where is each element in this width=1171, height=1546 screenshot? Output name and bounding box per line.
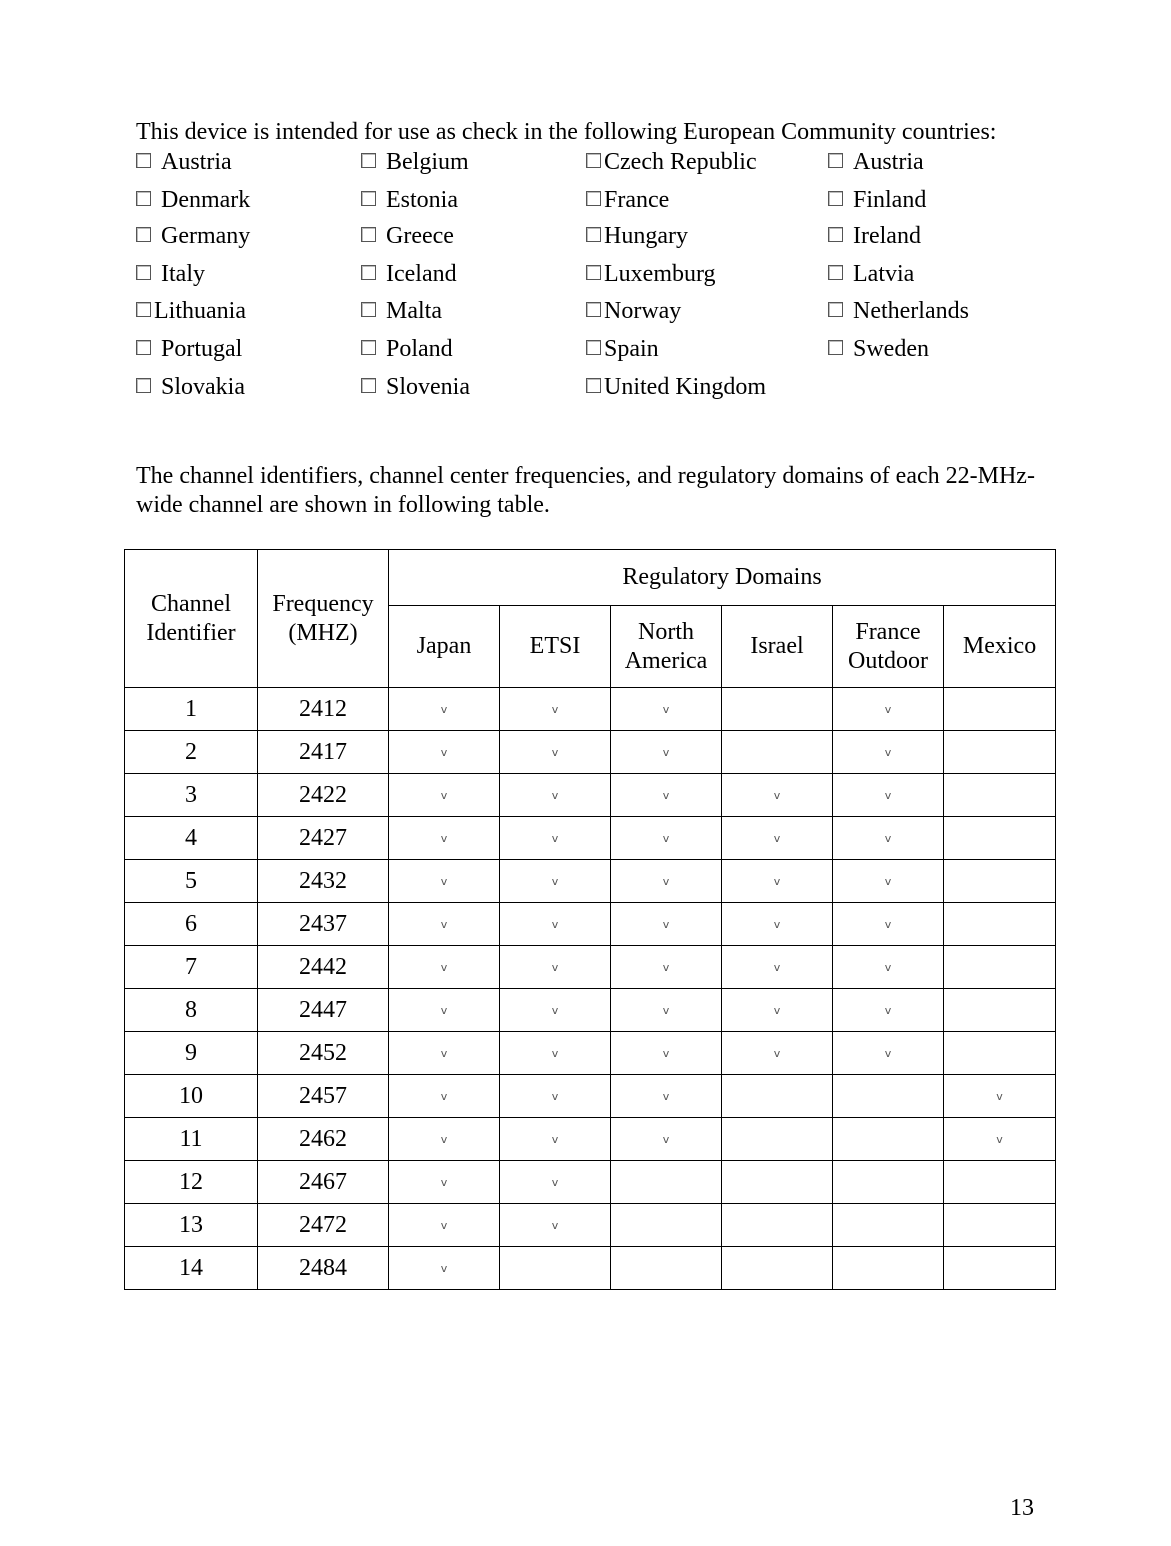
page-number: 13 (1010, 1495, 1034, 1521)
regulatory-domain-table (124, 549, 1056, 1290)
check-mark-icon: v (722, 903, 833, 946)
empty-cell (722, 1161, 833, 1204)
country-label: Italy (161, 261, 205, 287)
checkbox-icon[interactable] (136, 302, 151, 317)
table-row (125, 1118, 1056, 1161)
check-mark-icon: v (500, 989, 611, 1032)
country-label: Finland (853, 187, 927, 213)
channel-cell: 11 (125, 1118, 258, 1161)
check-mark-icon: v (833, 860, 944, 903)
country-label: Denmark (161, 187, 251, 213)
country-label: Greece (386, 223, 454, 249)
empty-cell (944, 1032, 1056, 1075)
table-row (125, 688, 1056, 731)
check-mark-icon: v (611, 903, 722, 946)
country-checkbox-item[interactable] (136, 148, 232, 176)
table-description: The channel identifiers, channel center frequencies, and regulatory domains of each 22-MHz-wide channel are shown in following table. (136, 463, 1035, 518)
frequency-cell: 2417 (258, 731, 389, 774)
empty-cell (944, 731, 1056, 774)
checkbox-icon[interactable] (361, 265, 376, 280)
empty-cell (611, 1247, 722, 1290)
empty-cell (500, 1247, 611, 1290)
frequency-cell: 2447 (258, 989, 389, 1032)
checkbox-icon[interactable] (828, 227, 843, 242)
country-checkbox-item[interactable] (361, 222, 454, 250)
empty-cell (944, 1247, 1056, 1290)
check-mark-icon: v (389, 774, 500, 817)
channel-cell: 12 (125, 1161, 258, 1204)
country-label: Slovenia (386, 374, 470, 400)
country-label: France (604, 187, 670, 213)
country-label: Malta (386, 298, 442, 324)
check-mark-icon: v (389, 688, 500, 731)
checkbox-icon[interactable] (828, 265, 843, 280)
channel-cell: 9 (125, 1032, 258, 1075)
check-mark-icon: v (500, 731, 611, 774)
country-label: Latvia (853, 261, 915, 287)
country-checkbox-item[interactable] (828, 186, 926, 214)
table-row (125, 1204, 1056, 1247)
table-row (125, 774, 1056, 817)
empty-cell (722, 1247, 833, 1290)
check-mark-icon: v (722, 1032, 833, 1075)
channel-cell: 6 (125, 903, 258, 946)
country-label: Belgium (386, 149, 469, 175)
country-label: Estonia (386, 187, 458, 213)
frequency-cell: 2452 (258, 1032, 389, 1075)
check-mark-icon: v (611, 1075, 722, 1118)
empty-cell (944, 946, 1056, 989)
country-checkbox-item[interactable] (361, 297, 442, 325)
domain-header: Israel (722, 606, 833, 688)
checkbox-icon[interactable] (586, 340, 601, 355)
frequency-cell: 2432 (258, 860, 389, 903)
country-label: Luxemburg (604, 261, 716, 287)
checkbox-icon[interactable] (136, 378, 151, 393)
check-mark-icon: v (722, 989, 833, 1032)
check-mark-icon: v (833, 688, 944, 731)
check-mark-icon: v (389, 1118, 500, 1161)
country-checkbox-item[interactable] (586, 373, 766, 401)
check-mark-icon: v (500, 1032, 611, 1075)
table-row (125, 860, 1056, 903)
check-mark-icon: v (833, 946, 944, 989)
check-mark-icon: v (722, 946, 833, 989)
check-mark-icon: v (722, 860, 833, 903)
empty-cell (833, 1075, 944, 1118)
check-mark-icon: v (389, 1247, 500, 1290)
domain-header: Mexico (944, 606, 1056, 688)
country-checkbox-item[interactable] (136, 260, 205, 288)
checkbox-icon[interactable] (361, 340, 376, 355)
empty-cell (833, 1204, 944, 1247)
country-checkbox-item[interactable] (136, 222, 250, 250)
empty-cell (944, 817, 1056, 860)
empty-cell (722, 1075, 833, 1118)
check-mark-icon: v (389, 1161, 500, 1204)
table-row (125, 1247, 1056, 1290)
check-mark-icon: v (611, 774, 722, 817)
empty-cell (944, 688, 1056, 731)
checkbox-icon[interactable] (361, 153, 376, 168)
country-checkbox-item[interactable] (586, 297, 681, 325)
empty-cell (944, 774, 1056, 817)
country-label: Germany (161, 223, 251, 249)
frequency-cell: 2422 (258, 774, 389, 817)
empty-cell (944, 1204, 1056, 1247)
country-checkbox-item[interactable] (361, 373, 470, 401)
country-label: Spain (604, 336, 659, 362)
checkbox-icon[interactable] (586, 227, 601, 242)
check-mark-icon: v (389, 817, 500, 860)
country-label: Portugal (161, 336, 243, 362)
table-row (125, 946, 1056, 989)
country-label: Lithuania (154, 298, 246, 324)
country-checkbox-item[interactable] (361, 335, 453, 363)
domain-header: Japan (389, 606, 500, 688)
checkbox-icon[interactable] (361, 191, 376, 206)
check-mark-icon: v (500, 903, 611, 946)
country-label: United Kingdom (604, 374, 766, 400)
check-mark-icon: v (389, 731, 500, 774)
check-mark-icon: v (611, 989, 722, 1032)
domain-header: ETSI (500, 606, 611, 688)
checkbox-icon[interactable] (361, 302, 376, 317)
empty-cell (722, 688, 833, 731)
country-label: Sweden (853, 336, 929, 362)
checkbox-icon[interactable] (136, 191, 151, 206)
table-row (125, 731, 1056, 774)
empty-cell (611, 1204, 722, 1247)
country-label: Hungary (604, 223, 688, 249)
channel-cell: 7 (125, 946, 258, 989)
check-mark-icon: v (944, 1118, 1056, 1161)
checkbox-icon[interactable] (136, 153, 151, 168)
empty-cell (944, 860, 1056, 903)
checkbox-icon[interactable] (586, 191, 601, 206)
country-checkbox-item[interactable] (136, 373, 245, 401)
country-label: Czech Republic (604, 149, 757, 175)
check-mark-icon: v (833, 989, 944, 1032)
frequency-cell: 2462 (258, 1118, 389, 1161)
checkbox-icon[interactable] (361, 227, 376, 242)
frequency-cell: 2484 (258, 1247, 389, 1290)
country-checkbox-item[interactable] (828, 297, 969, 325)
domain-header: North America (611, 606, 722, 688)
checkbox-icon[interactable] (828, 302, 843, 317)
channel-cell: 2 (125, 731, 258, 774)
checkbox-icon[interactable] (586, 153, 601, 168)
check-mark-icon: v (833, 817, 944, 860)
empty-cell (833, 1118, 944, 1161)
country-checkbox-item[interactable] (828, 335, 929, 363)
country-checkbox-item[interactable] (136, 186, 250, 214)
table-row (125, 1032, 1056, 1075)
country-checkbox-item[interactable] (586, 260, 716, 288)
domain-header: France Outdoor (833, 606, 944, 688)
country-label: Austria (853, 149, 924, 175)
col-header-channel: Channel Identifier (125, 550, 258, 688)
country-checkbox-item[interactable] (586, 335, 659, 363)
check-mark-icon: v (833, 774, 944, 817)
channel-cell: 4 (125, 817, 258, 860)
checkbox-icon[interactable] (136, 227, 151, 242)
channel-cell: 8 (125, 989, 258, 1032)
empty-cell (944, 903, 1056, 946)
empty-cell (722, 731, 833, 774)
channel-cell: 5 (125, 860, 258, 903)
frequency-cell: 2467 (258, 1161, 389, 1204)
country-label: Iceland (386, 261, 457, 287)
checkbox-icon[interactable] (136, 265, 151, 280)
country-label: Netherlands (853, 298, 969, 324)
check-mark-icon: v (611, 688, 722, 731)
check-mark-icon: v (611, 1118, 722, 1161)
intro-text: This device is intended for use as check in the following European Community countries: (136, 119, 997, 145)
channel-cell: 3 (125, 774, 258, 817)
table-row (125, 1075, 1056, 1118)
country-checkbox-item[interactable] (136, 335, 242, 363)
channel-cell: 1 (125, 688, 258, 731)
check-mark-icon: v (500, 817, 611, 860)
country-checkbox-item[interactable] (828, 260, 914, 288)
check-mark-icon: v (611, 731, 722, 774)
check-mark-icon: v (500, 1161, 611, 1204)
check-mark-icon: v (389, 903, 500, 946)
country-checkbox-item[interactable] (136, 297, 246, 325)
check-mark-icon: v (500, 1118, 611, 1161)
frequency-cell: 2472 (258, 1204, 389, 1247)
check-mark-icon: v (833, 1032, 944, 1075)
check-mark-icon: v (500, 1075, 611, 1118)
check-mark-icon: v (500, 1204, 611, 1247)
country-checkbox-item[interactable] (361, 186, 458, 214)
frequency-cell: 2442 (258, 946, 389, 989)
country-checkbox-item[interactable] (828, 148, 924, 176)
check-mark-icon: v (500, 774, 611, 817)
country-checkbox-item[interactable] (586, 186, 669, 214)
checkbox-icon[interactable] (586, 265, 601, 280)
empty-cell (722, 1204, 833, 1247)
check-mark-icon: v (389, 1075, 500, 1118)
col-header-regulatory-domains: Regulatory Domains (389, 550, 1056, 606)
empty-cell (944, 1161, 1056, 1204)
frequency-cell: 2427 (258, 817, 389, 860)
country-label: Ireland (853, 223, 921, 249)
check-mark-icon: v (833, 903, 944, 946)
country-label: Slovakia (161, 374, 245, 400)
check-mark-icon: v (389, 989, 500, 1032)
table-row (125, 1161, 1056, 1204)
country-checkbox-item[interactable] (586, 148, 757, 176)
check-mark-icon: v (611, 1032, 722, 1075)
check-mark-icon: v (389, 946, 500, 989)
channel-cell: 14 (125, 1247, 258, 1290)
checkbox-icon[interactable] (828, 340, 843, 355)
check-mark-icon: v (944, 1075, 1056, 1118)
country-label: Norway (604, 298, 682, 324)
table-row (125, 817, 1056, 860)
frequency-cell: 2412 (258, 688, 389, 731)
check-mark-icon: v (611, 946, 722, 989)
col-header-frequency: Frequency (MHZ) (258, 550, 389, 688)
empty-cell (833, 1247, 944, 1290)
check-mark-icon: v (389, 860, 500, 903)
table-row (125, 903, 1056, 946)
check-mark-icon: v (389, 1032, 500, 1075)
check-mark-icon: v (389, 1204, 500, 1247)
checkbox-icon[interactable] (361, 378, 376, 393)
channel-cell: 10 (125, 1075, 258, 1118)
country-checkbox-item[interactable] (361, 148, 469, 176)
checkbox-icon[interactable] (586, 378, 601, 393)
country-label: Poland (386, 336, 453, 362)
country-checkbox-item[interactable] (828, 222, 921, 250)
checkbox-icon[interactable] (586, 302, 601, 317)
country-checkbox-item[interactable] (586, 222, 688, 250)
check-mark-icon: v (722, 817, 833, 860)
checkbox-icon[interactable] (828, 153, 843, 168)
empty-cell (722, 1118, 833, 1161)
frequency-cell: 2437 (258, 903, 389, 946)
empty-cell (944, 989, 1056, 1032)
check-mark-icon: v (500, 860, 611, 903)
check-mark-icon: v (611, 860, 722, 903)
check-mark-icon: v (500, 688, 611, 731)
checkbox-icon[interactable] (828, 191, 843, 206)
check-mark-icon: v (500, 946, 611, 989)
empty-cell (833, 1161, 944, 1204)
check-mark-icon: v (611, 817, 722, 860)
country-checkbox-item[interactable] (361, 260, 457, 288)
country-label: Austria (161, 149, 232, 175)
table-row (125, 989, 1056, 1032)
check-mark-icon: v (833, 731, 944, 774)
channel-cell: 13 (125, 1204, 258, 1247)
empty-cell (611, 1161, 722, 1204)
checkbox-icon[interactable] (136, 340, 151, 355)
frequency-cell: 2457 (258, 1075, 389, 1118)
check-mark-icon: v (722, 774, 833, 817)
